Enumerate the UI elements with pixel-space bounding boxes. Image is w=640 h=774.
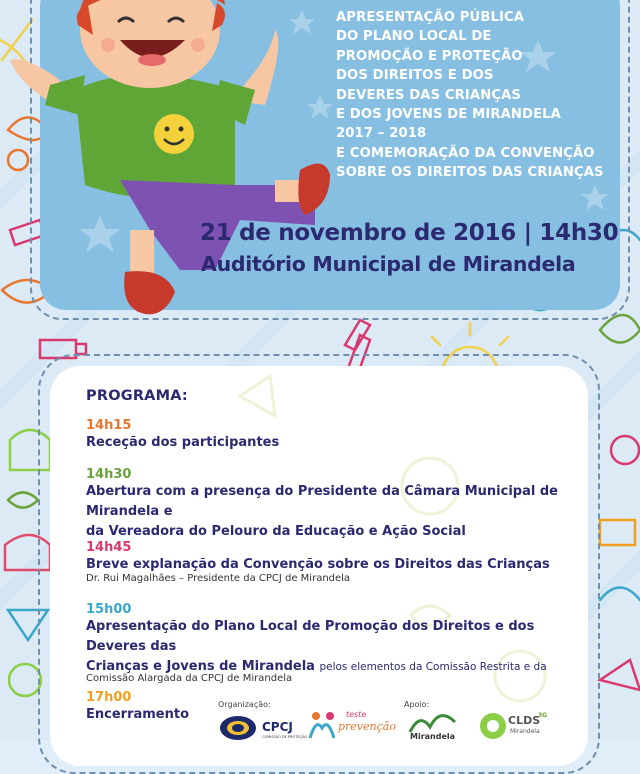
title-line: DEVERES DAS CRIANÇAS xyxy=(336,87,522,103)
title-line: 2017 – 2018 xyxy=(336,126,427,142)
item-time: 15h00 xyxy=(86,602,132,617)
title-line: E COMEMORAÇÃO DA CONVENÇÃO xyxy=(336,145,595,161)
item-description: Abertura com a presença do Presidente da Câmara Municipal de Mirandela e xyxy=(86,484,558,519)
title-line: PROMOÇÃO E PROTEÇÃO xyxy=(336,48,523,64)
item-time: 14h30 xyxy=(86,467,132,482)
clds-sup-text: 3G xyxy=(538,712,548,719)
title-line: DOS DIREITOS E DOS xyxy=(336,68,494,84)
people-icon xyxy=(308,708,338,740)
prevencao-logo xyxy=(308,708,396,740)
item-description: Receção dos participantes xyxy=(86,435,280,450)
title-line: E DOS JOVENS DE MIRANDELA xyxy=(336,107,561,123)
clds-logo xyxy=(478,710,578,740)
item-speaker: Dr. Rui Magalhães – Presidente da CPCJ de Mirandela xyxy=(86,573,351,584)
item-time: 14h45 xyxy=(86,540,132,555)
program-item xyxy=(86,540,586,584)
event-title xyxy=(336,8,636,183)
prevencao-text: prevenção xyxy=(338,720,396,733)
support-label: Apoio: xyxy=(404,700,430,709)
item-time: 17h00 xyxy=(86,690,132,705)
mirandela-emblem-icon xyxy=(408,712,458,734)
clds-subtext: Mirandela xyxy=(510,728,540,735)
item-description: Breve explanação da Convenção sobre os Direitos das Crianças xyxy=(86,557,550,572)
item-description-part: Crianças e Jovens de Mirandela xyxy=(86,659,315,674)
event-venue: Auditório Municipal de Mirandela xyxy=(201,252,576,276)
mirandela-text: Mirandela xyxy=(410,732,456,741)
prevencao-top-text: teste xyxy=(346,710,367,719)
item-note: pelos elementos da Comissão Restrita e da xyxy=(319,661,547,673)
event-date: 21 de novembro de 2016 | 14h30 xyxy=(200,220,619,246)
item-description: da Vereadora do Pelouro da Educação e Ação Social xyxy=(86,524,466,539)
title-line: APRESENTAÇÃO PÚBLICA xyxy=(336,10,525,25)
item-description: Encerramento xyxy=(86,707,190,722)
item-note: Comissão Alargada da CPCJ de Mirandela xyxy=(86,673,293,684)
program-item xyxy=(86,602,586,684)
item-time: 14h15 xyxy=(86,418,132,433)
cpcj-emblem-icon xyxy=(218,710,258,740)
cpcj-logo xyxy=(218,710,308,740)
clds-emblem-icon xyxy=(478,710,508,740)
item-description: Apresentação do Plano Local de Promoção dos Direitos e dos Deveres das xyxy=(86,619,535,654)
cpcj-subtext: COMISSÃO DE PROTEÇÃO xyxy=(262,735,308,739)
title-line: DO PLANO LOCAL DE xyxy=(336,29,492,45)
title-line: SOBRE OS DIREITOS DAS CRIANÇAS xyxy=(336,165,604,181)
program-item xyxy=(86,467,586,542)
cpcj-text: CPCJ xyxy=(262,720,293,734)
program-item xyxy=(86,418,586,453)
program-heading: PROGRAMA: xyxy=(86,388,188,404)
mirandela-logo xyxy=(404,712,464,740)
clds-text: CLDS xyxy=(508,714,541,727)
organization-label: Organização: xyxy=(218,700,271,709)
